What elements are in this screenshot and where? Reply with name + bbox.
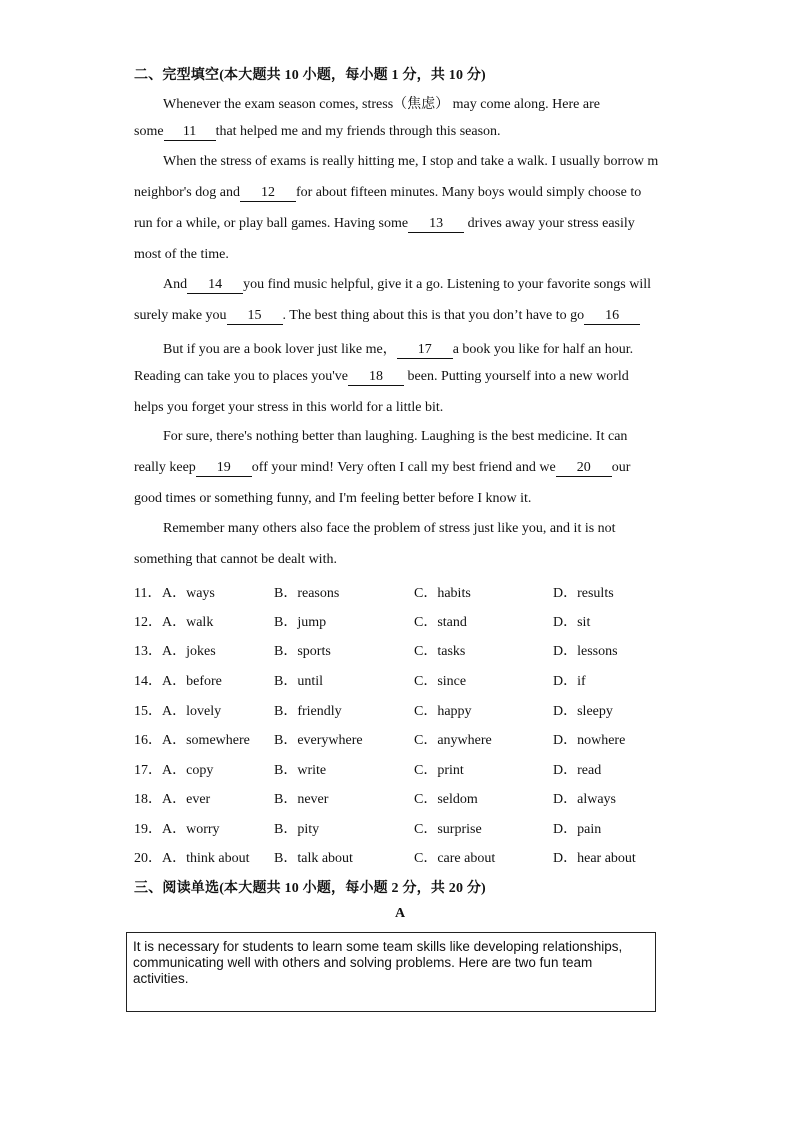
- question-number: 17．: [134, 763, 162, 778]
- passage-line: When the stress of exams is really hitting me, I stop and take a walk. I usually borrow m: [163, 154, 659, 169]
- question-number: 11．: [134, 586, 162, 601]
- option-a[interactable]: A．copy: [162, 763, 214, 778]
- option-b[interactable]: B．pity: [274, 822, 320, 837]
- section-2-heading: 二、完型填空(本大题共 10 小题，每小题 1 分，共 10 分): [134, 68, 486, 83]
- reading-passage-box: [126, 932, 656, 1012]
- question-number: 16．: [134, 733, 162, 748]
- question-row: [134, 611, 674, 631]
- option-a[interactable]: A．worry: [162, 822, 220, 837]
- blank-19: 19: [196, 460, 252, 477]
- box-line: communicating well with others and solving problems. Here are two fun team activities.: [133, 955, 593, 986]
- passage-line: [134, 369, 629, 386]
- blank-13: 13: [408, 216, 464, 233]
- option-a[interactable]: A．walk: [162, 615, 214, 630]
- option-c[interactable]: C．surprise: [414, 822, 482, 837]
- passage-text: a book you like for half an hour.: [452, 342, 634, 357]
- option-c[interactable]: C．happy: [414, 704, 472, 719]
- blank-18: 18: [348, 369, 404, 386]
- question-number: 15．: [134, 704, 162, 719]
- passage-line: [163, 277, 651, 294]
- option-d[interactable]: D．hear about: [553, 851, 636, 866]
- passage-line: good times or something funny, and I'm feeling better before I know it.: [134, 491, 532, 506]
- passage-text: some: [134, 124, 164, 139]
- passage-text: that helped me and my friends through this season.: [215, 124, 501, 139]
- question-row: [134, 788, 674, 808]
- passage-line: [134, 460, 630, 477]
- question-number: 13．: [134, 644, 162, 659]
- passage-text: for about fifteen minutes. Many boys would simply choose to: [295, 185, 642, 200]
- option-a[interactable]: A．think about: [162, 851, 250, 866]
- passage-text: But if you are a book lover just like me，: [163, 342, 397, 357]
- question-row: [134, 759, 674, 779]
- option-a[interactable]: A．before: [162, 674, 222, 689]
- question-row: [134, 670, 674, 690]
- question-number: 20．: [134, 851, 162, 866]
- passage-line: most of the time.: [134, 247, 229, 262]
- option-a[interactable]: A．lovely: [162, 704, 222, 719]
- option-d[interactable]: D．pain: [553, 822, 602, 837]
- question-row: [134, 818, 674, 838]
- passage-text: surely make you: [134, 308, 227, 323]
- option-d[interactable]: D．lessons: [553, 644, 618, 659]
- passage-text: drives away your stress easily: [464, 216, 635, 231]
- question-row: [134, 582, 674, 602]
- option-c[interactable]: C．seldom: [414, 792, 478, 807]
- option-c[interactable]: C．print: [414, 763, 464, 778]
- passage-line: [134, 216, 635, 233]
- passage-text: run for a while, or play ball games. Having some: [134, 216, 409, 231]
- question-row: [134, 729, 674, 749]
- passage-text: our: [611, 460, 631, 475]
- option-d[interactable]: D．sleepy: [553, 704, 613, 719]
- passage-text: And: [163, 277, 188, 292]
- box-line: It is necessary for students to learn some team skills like developing relationships,: [133, 939, 623, 954]
- blank-15: 15: [227, 308, 283, 325]
- option-c[interactable]: C．since: [414, 674, 467, 689]
- option-c[interactable]: C．care about: [414, 851, 496, 866]
- option-b[interactable]: B．jump: [274, 615, 327, 630]
- passage-text: neighbor's dog and: [134, 185, 240, 200]
- question-number: 18．: [134, 792, 162, 807]
- option-b[interactable]: B．everywhere: [274, 733, 363, 748]
- question-number: 12．: [134, 615, 162, 630]
- option-a[interactable]: A．jokes: [162, 644, 216, 659]
- blank-20: 20: [556, 460, 612, 477]
- blank-16: 16: [584, 308, 640, 325]
- passage-line: [163, 338, 633, 359]
- option-b[interactable]: B．friendly: [274, 704, 342, 719]
- option-b[interactable]: B．never: [274, 792, 329, 807]
- option-c[interactable]: C．habits: [414, 586, 471, 601]
- option-d[interactable]: D．results: [553, 586, 614, 601]
- option-d[interactable]: D．if: [553, 674, 586, 689]
- question-row: [134, 847, 674, 867]
- option-a[interactable]: A．somewhere: [162, 733, 250, 748]
- passage-line: [134, 185, 641, 202]
- passage-text: really keep: [134, 460, 196, 475]
- passage-text: Reading can take you to places you've: [134, 369, 349, 384]
- passage-line: [134, 308, 640, 325]
- option-a[interactable]: A．ways: [162, 586, 215, 601]
- option-b[interactable]: B．until: [274, 674, 324, 689]
- blank-17: 17: [397, 342, 453, 359]
- passage-line: Whenever the exam season comes, stress（焦虑） may come along. Here are: [163, 97, 600, 112]
- option-a[interactable]: A．ever: [162, 792, 211, 807]
- option-b[interactable]: B．talk about: [274, 851, 353, 866]
- passage-text: off your mind! Very often I call my best friend and we: [251, 460, 556, 475]
- passage-label: A: [394, 906, 406, 921]
- question-row: [134, 700, 674, 720]
- option-c[interactable]: C．anywhere: [414, 733, 492, 748]
- question-number: 19．: [134, 822, 162, 837]
- passage-line: helps you forget your stress in this world for a little bit.: [134, 400, 444, 415]
- question-number: 14．: [134, 674, 162, 689]
- passage-text: been. Putting yourself into a new world: [404, 369, 629, 384]
- option-d[interactable]: D．nowhere: [553, 733, 626, 748]
- passage-line: For sure, there's nothing better than laughing. Laughing is the best medicine. It can: [163, 429, 628, 444]
- option-d[interactable]: D．sit: [553, 615, 591, 630]
- option-b[interactable]: B．write: [274, 763, 327, 778]
- option-b[interactable]: B．reasons: [274, 586, 340, 601]
- option-d[interactable]: D．always: [553, 792, 616, 807]
- blank-11: 11: [164, 124, 216, 141]
- passage-text: you find music helpful, give it a go. Listening to your favorite songs will: [243, 277, 652, 292]
- blank-14: 14: [187, 277, 243, 294]
- question-row: [134, 640, 674, 660]
- option-c[interactable]: C．stand: [414, 615, 467, 630]
- passage-line: something that cannot be dealt with.: [134, 552, 337, 567]
- passage-line: [134, 124, 501, 141]
- option-c[interactable]: C．tasks: [414, 644, 466, 659]
- blank-12: 12: [240, 185, 296, 202]
- option-d[interactable]: D．read: [553, 763, 602, 778]
- option-b[interactable]: B．sports: [274, 644, 331, 659]
- passage-text: . The best thing about this is that you don’t have to go: [282, 308, 585, 323]
- section-3-heading: 三、阅读单选(本大题共 10 小题，每小题 2 分，共 20 分): [134, 881, 486, 896]
- passage-line: Remember many others also face the problem of stress just like you, and it is not: [163, 521, 616, 536]
